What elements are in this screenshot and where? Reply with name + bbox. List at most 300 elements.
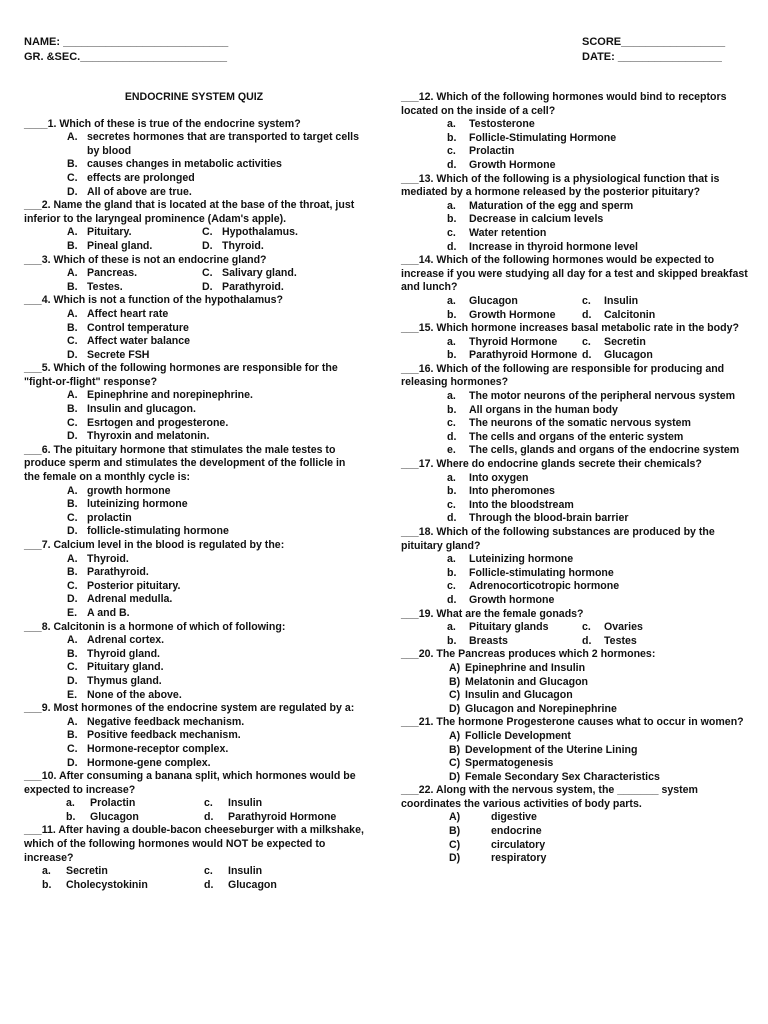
answer-option[interactable] bbox=[447, 635, 582, 649]
answer-option[interactable] bbox=[24, 322, 364, 336]
answer-options bbox=[401, 390, 751, 458]
option-letter: A. bbox=[67, 715, 78, 728]
question-text: 1. Which of these is true of the endocrine system? bbox=[47, 117, 301, 130]
name-field[interactable]: NAME: ___________________________ bbox=[24, 36, 229, 48]
option-text: prolactin bbox=[87, 511, 132, 524]
answer-option[interactable] bbox=[204, 865, 262, 879]
option-letter: b. bbox=[447, 213, 457, 226]
answer-option[interactable] bbox=[582, 309, 655, 323]
question-9 bbox=[24, 702, 364, 770]
page-title: ENDOCRINE SYSTEM QUIZ bbox=[124, 91, 264, 103]
answer-options bbox=[24, 389, 364, 443]
option-letter: c. bbox=[582, 294, 591, 307]
option-text: causes changes in metabolic activities bbox=[87, 158, 282, 171]
option-text: All of above are true. bbox=[87, 185, 192, 198]
option-letter: D. bbox=[67, 593, 78, 606]
answer-option[interactable] bbox=[202, 240, 264, 254]
answer-options bbox=[401, 621, 751, 648]
answer-option[interactable] bbox=[202, 267, 297, 281]
option-text: Luteinizing hormone bbox=[469, 553, 574, 566]
option-text: respiratory bbox=[491, 852, 547, 865]
option-letter: b. bbox=[447, 131, 457, 144]
option-text: Into pheromones bbox=[469, 485, 555, 498]
answer-option[interactable] bbox=[24, 172, 364, 186]
option-text: Ovaries bbox=[604, 621, 643, 634]
option-letter: B) bbox=[449, 743, 461, 756]
answer-option-row bbox=[401, 336, 751, 350]
answer-option[interactable] bbox=[24, 648, 364, 662]
option-text: Pituitary. bbox=[87, 226, 132, 239]
answer-option[interactable] bbox=[401, 227, 751, 241]
answer-blank[interactable]: ___ bbox=[401, 322, 419, 335]
answer-blank[interactable]: ___ bbox=[401, 254, 419, 267]
answer-options bbox=[401, 730, 751, 784]
option-letter: D. bbox=[67, 430, 78, 443]
answer-option[interactable] bbox=[401, 159, 751, 173]
answer-blank[interactable]: ___ bbox=[24, 824, 42, 837]
answer-option[interactable] bbox=[24, 430, 364, 444]
option-text: Salivary gland. bbox=[222, 267, 297, 280]
answer-option[interactable] bbox=[401, 512, 751, 526]
answer-option-row bbox=[401, 635, 751, 649]
answer-option[interactable] bbox=[447, 349, 582, 363]
answer-option[interactable] bbox=[24, 675, 364, 689]
question-18 bbox=[401, 526, 751, 608]
question-8 bbox=[24, 621, 364, 703]
question-14 bbox=[401, 254, 751, 322]
answer-option[interactable] bbox=[204, 797, 262, 811]
option-text: follicle-stimulating hormone bbox=[87, 525, 229, 538]
answer-option[interactable] bbox=[401, 241, 751, 255]
option-letter: b. bbox=[447, 308, 457, 321]
answer-blank[interactable]: ___ bbox=[401, 784, 419, 797]
option-letter: a. bbox=[66, 797, 75, 810]
answer-option[interactable] bbox=[447, 295, 582, 309]
question-stem bbox=[24, 539, 364, 553]
answer-blank[interactable]: ___ bbox=[24, 539, 42, 551]
answer-option[interactable] bbox=[24, 566, 364, 580]
option-text: Epinephrine and norepinephrine. bbox=[87, 389, 253, 402]
answer-options bbox=[401, 662, 751, 716]
option-text: Adrenocorticotropic hormone bbox=[469, 580, 620, 593]
option-text: Prolactin bbox=[469, 145, 515, 158]
option-letter: A. bbox=[67, 552, 78, 565]
answer-blank[interactable]: ___ bbox=[401, 91, 419, 103]
answer-option[interactable] bbox=[401, 118, 751, 132]
question-stem bbox=[401, 648, 751, 662]
option-text: Posterior pituitary. bbox=[87, 579, 181, 592]
option-text: The cells and organs of the enteric system bbox=[469, 430, 684, 443]
answer-option[interactable] bbox=[24, 743, 364, 757]
option-text: Parathyroid. bbox=[222, 280, 284, 293]
answer-option[interactable] bbox=[582, 295, 638, 309]
option-text: Control temperature bbox=[87, 321, 189, 334]
answer-option[interactable] bbox=[24, 689, 364, 703]
question-1 bbox=[24, 118, 364, 200]
answer-option-row bbox=[24, 267, 364, 281]
answer-option[interactable] bbox=[24, 485, 364, 499]
option-letter: c. bbox=[447, 580, 456, 593]
answer-blank[interactable]: ___ bbox=[401, 172, 419, 185]
option-letter: C. bbox=[67, 579, 78, 592]
question-stem bbox=[24, 770, 364, 797]
answer-option[interactable] bbox=[24, 716, 364, 730]
option-letter: c. bbox=[582, 621, 591, 634]
question-text: 7. Calcium level in the blood is regulated by the: bbox=[41, 539, 285, 551]
answer-option[interactable] bbox=[204, 879, 277, 893]
option-letter: C. bbox=[67, 335, 78, 348]
question-stem bbox=[401, 458, 751, 472]
option-letter: D. bbox=[67, 674, 78, 687]
option-text: Testes. bbox=[87, 280, 123, 293]
answer-blank[interactable]: ___ bbox=[24, 294, 42, 307]
option-letter: a. bbox=[447, 118, 456, 131]
answer-option[interactable] bbox=[401, 811, 751, 825]
answer-option[interactable] bbox=[24, 308, 364, 322]
option-text: Follicle-Stimulating Hormone bbox=[469, 131, 617, 144]
answer-option[interactable] bbox=[24, 525, 364, 539]
answer-option[interactable] bbox=[24, 634, 364, 648]
option-letter: B. bbox=[67, 321, 78, 334]
option-text: Affect heart rate bbox=[87, 307, 169, 320]
option-letter: B. bbox=[67, 647, 78, 660]
option-text: None of the above. bbox=[87, 688, 182, 701]
option-text: Insulin bbox=[228, 865, 263, 878]
option-letter: E. bbox=[67, 606, 78, 619]
option-text: Esrtogen and progesterone. bbox=[87, 416, 229, 429]
option-letter: b. bbox=[447, 485, 457, 498]
option-letter: a. bbox=[447, 621, 456, 634]
answer-option[interactable] bbox=[401, 404, 751, 418]
option-letter: A. bbox=[67, 389, 78, 402]
answer-option[interactable] bbox=[401, 485, 751, 499]
answer-option[interactable] bbox=[401, 744, 751, 758]
option-text: effects are prolonged bbox=[87, 171, 195, 184]
answer-option[interactable] bbox=[24, 580, 364, 594]
answer-blank[interactable]: ___ bbox=[24, 253, 42, 266]
option-letter: A. bbox=[67, 226, 78, 239]
option-letter: D. bbox=[202, 239, 213, 252]
answer-blank[interactable]: ___ bbox=[401, 362, 419, 375]
answer-option[interactable] bbox=[24, 512, 364, 526]
option-letter: b. bbox=[447, 349, 457, 362]
answer-option[interactable] bbox=[447, 336, 582, 350]
option-letter: b. bbox=[66, 810, 76, 823]
option-letter: C) bbox=[449, 757, 461, 770]
option-letter: d. bbox=[447, 593, 457, 606]
answer-option[interactable] bbox=[401, 703, 751, 717]
question-16 bbox=[401, 363, 751, 458]
option-letter: a. bbox=[447, 390, 456, 403]
answer-options bbox=[24, 267, 364, 294]
answer-option[interactable] bbox=[401, 676, 751, 690]
answer-option[interactable] bbox=[202, 281, 284, 295]
option-letter: C. bbox=[67, 171, 78, 184]
question-2 bbox=[24, 199, 364, 253]
answer-option[interactable] bbox=[582, 621, 643, 635]
option-text: endocrine bbox=[491, 825, 542, 838]
answer-option[interactable] bbox=[24, 389, 364, 403]
option-text: Glucagon bbox=[90, 810, 139, 823]
answer-option[interactable] bbox=[24, 158, 364, 172]
question-10 bbox=[24, 770, 364, 824]
option-letter: d. bbox=[204, 878, 214, 891]
answer-blank[interactable]: ___ bbox=[401, 458, 419, 471]
option-letter: b. bbox=[447, 634, 457, 647]
option-letter: b. bbox=[42, 878, 52, 891]
option-letter: D. bbox=[67, 525, 78, 538]
answer-option[interactable] bbox=[24, 349, 364, 363]
answer-blank[interactable]: ___ bbox=[24, 702, 42, 715]
question-stem bbox=[24, 118, 364, 132]
option-letter: C) bbox=[449, 838, 461, 851]
option-text: Calcitonin bbox=[604, 308, 656, 321]
answer-blank[interactable]: ___ bbox=[401, 716, 419, 729]
option-text: Thyroid. bbox=[222, 239, 264, 252]
question-text: 14. Which of the following hormones would be expected to increase if you were studying all day for a test and skipped breakfast and lunch? bbox=[401, 254, 748, 294]
option-text: Growth Hormone bbox=[469, 308, 556, 321]
answer-option[interactable] bbox=[401, 567, 751, 581]
answer-option[interactable] bbox=[401, 594, 751, 608]
option-letter: C) bbox=[449, 689, 461, 702]
option-letter: E. bbox=[67, 688, 78, 701]
answer-option[interactable] bbox=[401, 499, 751, 513]
answer-option[interactable] bbox=[582, 349, 653, 363]
answer-option[interactable] bbox=[401, 431, 751, 445]
option-text: Hormone-gene complex. bbox=[87, 756, 211, 769]
answer-options bbox=[24, 131, 364, 199]
question-text: 12. Which of the following hormones would bind to receptors located on the inside of a cell? bbox=[401, 91, 727, 117]
answer-option[interactable] bbox=[66, 811, 204, 825]
answer-option[interactable] bbox=[66, 797, 204, 811]
answer-option[interactable] bbox=[401, 689, 751, 703]
option-letter: c. bbox=[204, 865, 213, 878]
answer-option[interactable] bbox=[42, 865, 204, 879]
option-text: Growth Hormone bbox=[469, 158, 556, 171]
answer-option[interactable] bbox=[447, 621, 582, 635]
answer-options bbox=[401, 553, 751, 607]
answer-option[interactable] bbox=[24, 607, 364, 621]
option-letter: B. bbox=[67, 158, 78, 171]
question-22 bbox=[401, 784, 751, 866]
option-text: Secrete FSH bbox=[87, 348, 150, 361]
answer-option-row bbox=[401, 621, 751, 635]
option-text: luteinizing hormone bbox=[87, 498, 188, 511]
answer-option[interactable] bbox=[447, 309, 582, 323]
answer-option[interactable] bbox=[202, 226, 298, 240]
question-3 bbox=[24, 254, 364, 295]
option-letter: d. bbox=[447, 512, 457, 525]
option-letter: C. bbox=[67, 742, 78, 755]
answer-option[interactable] bbox=[67, 226, 202, 240]
answer-option-row bbox=[24, 240, 364, 254]
option-text: Testosterone bbox=[469, 118, 535, 131]
answer-option[interactable] bbox=[401, 145, 751, 159]
answer-option[interactable] bbox=[401, 213, 751, 227]
option-text: Follicle Development bbox=[465, 729, 571, 742]
option-text: Hormone-receptor complex. bbox=[87, 742, 229, 755]
option-text: Breasts bbox=[469, 634, 508, 647]
option-letter: c. bbox=[447, 226, 456, 239]
option-text: Pituitary gland. bbox=[87, 661, 164, 674]
option-text: Thyroxin and melatonin. bbox=[87, 430, 210, 443]
answer-options bbox=[24, 553, 364, 621]
option-letter: C. bbox=[67, 661, 78, 674]
answer-option[interactable] bbox=[24, 417, 364, 431]
answer-option[interactable] bbox=[67, 281, 202, 295]
answer-option[interactable] bbox=[24, 186, 364, 200]
answer-option[interactable] bbox=[401, 730, 751, 744]
option-text: Insulin and glucagon. bbox=[87, 403, 196, 416]
answer-option[interactable] bbox=[24, 403, 364, 417]
answer-options bbox=[401, 336, 751, 363]
answer-option[interactable] bbox=[582, 336, 646, 350]
option-text: Insulin and Glucagon bbox=[465, 689, 573, 702]
answer-options bbox=[401, 295, 751, 322]
question-text: 17. Where do endocrine glands secrete their chemicals? bbox=[418, 458, 702, 471]
answer-options bbox=[24, 308, 364, 362]
answer-option[interactable] bbox=[42, 879, 204, 893]
option-letter: C. bbox=[67, 511, 78, 524]
answer-option[interactable] bbox=[401, 662, 751, 676]
answer-option[interactable] bbox=[401, 580, 751, 594]
option-letter: c. bbox=[582, 335, 591, 348]
score-field[interactable]: SCORE_________________ bbox=[582, 36, 726, 48]
answer-option[interactable] bbox=[67, 267, 202, 281]
answer-option[interactable] bbox=[67, 240, 202, 254]
question-stem bbox=[24, 362, 364, 389]
option-text: Thyroid Hormone bbox=[469, 335, 558, 348]
option-letter: B. bbox=[67, 566, 78, 579]
answer-option[interactable] bbox=[24, 553, 364, 567]
question-stem bbox=[401, 363, 751, 390]
answer-option[interactable] bbox=[401, 839, 751, 853]
option-letter: B. bbox=[67, 498, 78, 511]
answer-option[interactable] bbox=[24, 131, 364, 158]
option-text: Secretin bbox=[604, 335, 646, 348]
option-text: Glucagon bbox=[604, 349, 653, 362]
question-text: 11. After having a double-bacon cheeseburger with a milkshake, which of the following hormones would NOT be expected to increase? bbox=[24, 824, 364, 864]
answer-option[interactable] bbox=[24, 335, 364, 349]
answer-blank[interactable]: ___ bbox=[24, 199, 42, 212]
answer-option[interactable] bbox=[401, 472, 751, 486]
option-text: Spermatogenesis bbox=[465, 757, 554, 770]
answer-blank[interactable]: ___ bbox=[24, 620, 42, 633]
question-12 bbox=[401, 91, 751, 173]
option-letter: A. bbox=[67, 307, 78, 320]
grade-section-field[interactable]: GR. &SEC.________________________ bbox=[24, 51, 228, 63]
option-text: Decrease in calcium levels bbox=[469, 213, 604, 226]
question-4 bbox=[24, 294, 364, 362]
option-letter: d. bbox=[582, 634, 592, 647]
option-letter: D) bbox=[449, 702, 461, 715]
answer-option[interactable] bbox=[401, 553, 751, 567]
option-letter: a. bbox=[42, 865, 51, 878]
question-stem bbox=[401, 716, 751, 730]
answer-option[interactable] bbox=[401, 771, 751, 785]
option-letter: B. bbox=[67, 239, 78, 252]
question-text: 16. Which of the following are responsible for producing and releasing hormones? bbox=[401, 362, 725, 389]
question-stem bbox=[24, 199, 364, 226]
answer-option[interactable] bbox=[401, 200, 751, 214]
answer-option[interactable] bbox=[401, 390, 751, 404]
option-letter: d. bbox=[447, 158, 457, 171]
question-stem bbox=[401, 526, 751, 553]
answer-option[interactable] bbox=[582, 635, 637, 649]
option-text: Melatonin and Glucagon bbox=[465, 675, 589, 688]
question-19 bbox=[401, 608, 751, 649]
question-5 bbox=[24, 362, 364, 444]
question-stem bbox=[24, 702, 364, 716]
answer-blank[interactable]: ___ bbox=[24, 770, 42, 783]
option-text: Follicle-stimulating hormone bbox=[469, 566, 614, 579]
answer-blank[interactable]: ____ bbox=[24, 117, 48, 130]
question-text: 15. Which hormone increases basal metabolic rate in the body? bbox=[418, 322, 739, 335]
answer-option-row bbox=[24, 281, 364, 295]
answer-option[interactable] bbox=[24, 757, 364, 771]
answer-option[interactable] bbox=[24, 498, 364, 512]
option-letter: A. bbox=[67, 484, 78, 497]
option-letter: D. bbox=[202, 280, 213, 293]
answer-option[interactable] bbox=[24, 729, 364, 743]
option-text: The motor neurons of the peripheral nervous system bbox=[469, 390, 736, 403]
answer-blank[interactable]: ___ bbox=[24, 443, 42, 456]
answer-option[interactable] bbox=[401, 825, 751, 839]
answer-options bbox=[24, 865, 364, 892]
option-letter: a. bbox=[447, 471, 456, 484]
option-letter: B) bbox=[449, 675, 461, 688]
option-text: Pancreas. bbox=[87, 267, 138, 280]
option-text: Positive feedback mechanism. bbox=[87, 729, 241, 742]
option-text: Cholecystokinin bbox=[66, 878, 148, 891]
option-letter: D) bbox=[449, 852, 461, 865]
question-stem bbox=[24, 444, 364, 485]
option-letter: d. bbox=[582, 308, 592, 321]
answer-blank[interactable]: ___ bbox=[401, 526, 419, 538]
question-text: 9. Most hormones of the endocrine system are regulated by a: bbox=[41, 702, 355, 715]
question-text: 20. The Pancreas produces which 2 hormones: bbox=[418, 648, 656, 661]
answer-option[interactable] bbox=[401, 132, 751, 146]
answer-option[interactable] bbox=[204, 811, 336, 825]
option-text: Adrenal cortex. bbox=[87, 634, 165, 647]
option-text: secretes hormones that are transported to target cells by blood bbox=[87, 131, 359, 157]
question-stem bbox=[401, 254, 751, 295]
question-20 bbox=[401, 648, 751, 716]
answer-blank[interactable]: ___ bbox=[401, 607, 419, 620]
answer-option-row bbox=[401, 309, 751, 323]
answer-option[interactable] bbox=[401, 757, 751, 771]
question-text: 22. Along with the nervous system, the _______ system coordinates the various activities of body parts. bbox=[401, 784, 698, 810]
question-21 bbox=[401, 716, 751, 784]
answer-option[interactable] bbox=[24, 593, 364, 607]
question-stem bbox=[24, 254, 364, 268]
answer-option[interactable] bbox=[24, 661, 364, 675]
date-field[interactable]: DATE: _________________ bbox=[582, 51, 722, 63]
answer-option-row bbox=[24, 865, 364, 879]
answer-option[interactable] bbox=[401, 417, 751, 431]
answer-blank[interactable]: ___ bbox=[24, 362, 42, 375]
answer-option[interactable] bbox=[401, 444, 751, 458]
option-letter: D) bbox=[449, 770, 461, 783]
option-letter: b. bbox=[447, 403, 457, 416]
option-letter: B. bbox=[67, 280, 78, 293]
answer-blank[interactable]: ___ bbox=[401, 648, 419, 661]
option-text: Glucagon and Norepinephrine bbox=[465, 702, 617, 715]
answer-option[interactable] bbox=[401, 852, 751, 866]
option-letter: a. bbox=[447, 199, 456, 212]
question-text: 3. Which of these is not an endocrine gland? bbox=[41, 253, 267, 266]
question-7 bbox=[24, 539, 364, 621]
